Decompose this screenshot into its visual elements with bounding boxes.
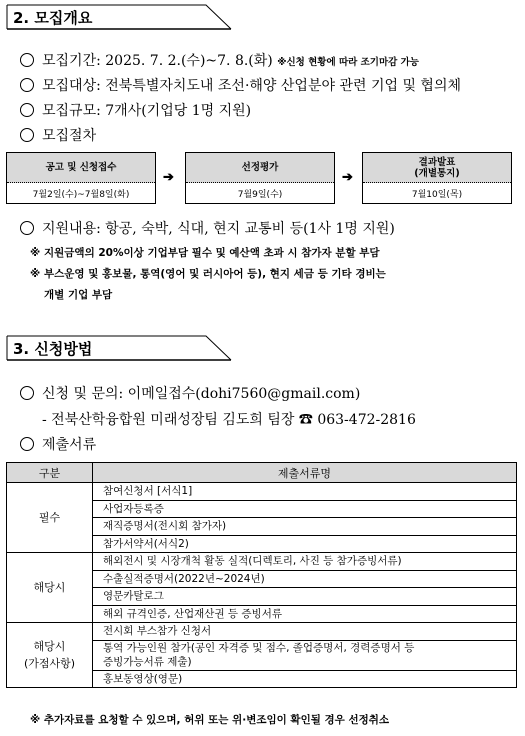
section-header-recruitment (6, 4, 232, 30)
section-title: 3. 신청방법 (13, 340, 93, 358)
support-note-1: ※ 지원금액의 20%이상 기업부담 필수 및 예산액 초과 시 참가자 분할 부담 (30, 247, 380, 259)
step-date: 7월10일(목) (411, 190, 463, 200)
circle-bullet-icon (20, 386, 34, 400)
circle-bullet-icon (20, 128, 34, 142)
document-item: 참여신청서 [서식1] (93, 483, 517, 501)
period-note: ※신청 현황에 따라 조기마감 가능 (277, 57, 419, 68)
document-item: 수출실적증명서(2022년~2024년) (93, 570, 517, 588)
step-title: 공고 및 신청접수 (7, 153, 155, 183)
arrow-right-icon: ➔ (163, 170, 174, 185)
circle-bullet-icon (20, 78, 34, 92)
arrow-right-icon: ➔ (342, 170, 353, 185)
footnote-warning: ※ 추가자료를 요청할 수 있으며, 허위 또는 위·변조임이 확인될 경우 선정취소 (30, 714, 390, 726)
table-header-row (7, 463, 517, 483)
column-header-documents: 제출서류명 (93, 463, 517, 483)
reference-mark-icon: ※ (30, 268, 41, 280)
category-if-applicable: 해당시 (7, 553, 93, 623)
recruit-procedure-label: 모집절차 (20, 125, 96, 145)
document-item: 재직증명서(전시회 참가자) (93, 518, 517, 536)
process-step-result (362, 152, 512, 204)
document-item: 홍보동영상(영문) (93, 670, 517, 688)
document-item: 통역 가능인원 참가(공인 자격증 및 점수, 졸업증명서, 경력증명서 등 증빙가능서류 제출) (93, 640, 517, 670)
contact-line: 신청 및 문의: 이메일접수(dohi7560@gmail.com) (20, 383, 360, 403)
step-title: 선정평가 (186, 153, 334, 183)
step-title: 결과발표 (개별통지) (363, 153, 511, 183)
circle-bullet-icon (20, 53, 34, 67)
document-item: 해외 규격인증, 산업재산권 등 증빙서류 (93, 605, 517, 623)
process-step-application (6, 152, 156, 204)
document-item: 전시회 부스참가 신청서 (93, 623, 517, 641)
section-title: 2. 모집개요 (13, 9, 93, 27)
reference-mark-icon: ※ (30, 247, 41, 259)
step-date: 7월9일(수) (237, 190, 283, 200)
section-header-application (6, 335, 232, 361)
recruit-period: 모집기간: 2025. 7. 2.(수)~7. 8.(화) ※신청 현황에 따라 조기마감 가능 (20, 50, 419, 70)
support-note-2-cont: 개별 기업 부담 (44, 289, 113, 301)
category-required: 필수 (7, 483, 93, 553)
recruit-target: 모집대상: 전북특별자치도내 조선·해양 산업분야 관련 기업 및 협의체 (20, 75, 461, 95)
document-item: 참가서약서(서식2) (93, 535, 517, 553)
document-item: 사업자등록증 (93, 500, 517, 518)
column-header-category: 구분 (7, 463, 93, 483)
document-item: 영문카탈로그 (93, 588, 517, 606)
documents-table (6, 462, 517, 688)
recruit-scale: 모집규모: 7개사(기업당 1명 지원) (20, 100, 251, 120)
circle-bullet-icon (20, 437, 34, 451)
category-bonus: 해당시 (가점사항) (7, 623, 93, 688)
contact-person: - 전북산학융합원 미래성장팀 김도희 팀장 ☎ 063-472-2816 (42, 412, 416, 428)
circle-bullet-icon (20, 103, 34, 117)
process-step-evaluation (185, 152, 335, 204)
table-row (7, 553, 517, 571)
step-date: 7월2일(수)~7월8일(화) (32, 190, 130, 200)
documents-label: 제출서류 (20, 434, 96, 454)
circle-bullet-icon (20, 221, 34, 235)
support-content: 지원내용: 항공, 숙박, 식대, 현지 교통비 등(1사 1명 지원) (20, 218, 395, 238)
support-note-2: ※ 부스운영 및 홍보물, 통역(영어 및 러시아어 등), 현지 세금 등 기타 경비는 (30, 268, 386, 280)
document-item: 해외전시 및 시장개척 활동 실적(디렉토리, 사진 등 참가증빙서류) (93, 553, 517, 571)
table-row (7, 623, 517, 641)
table-row (7, 483, 517, 501)
